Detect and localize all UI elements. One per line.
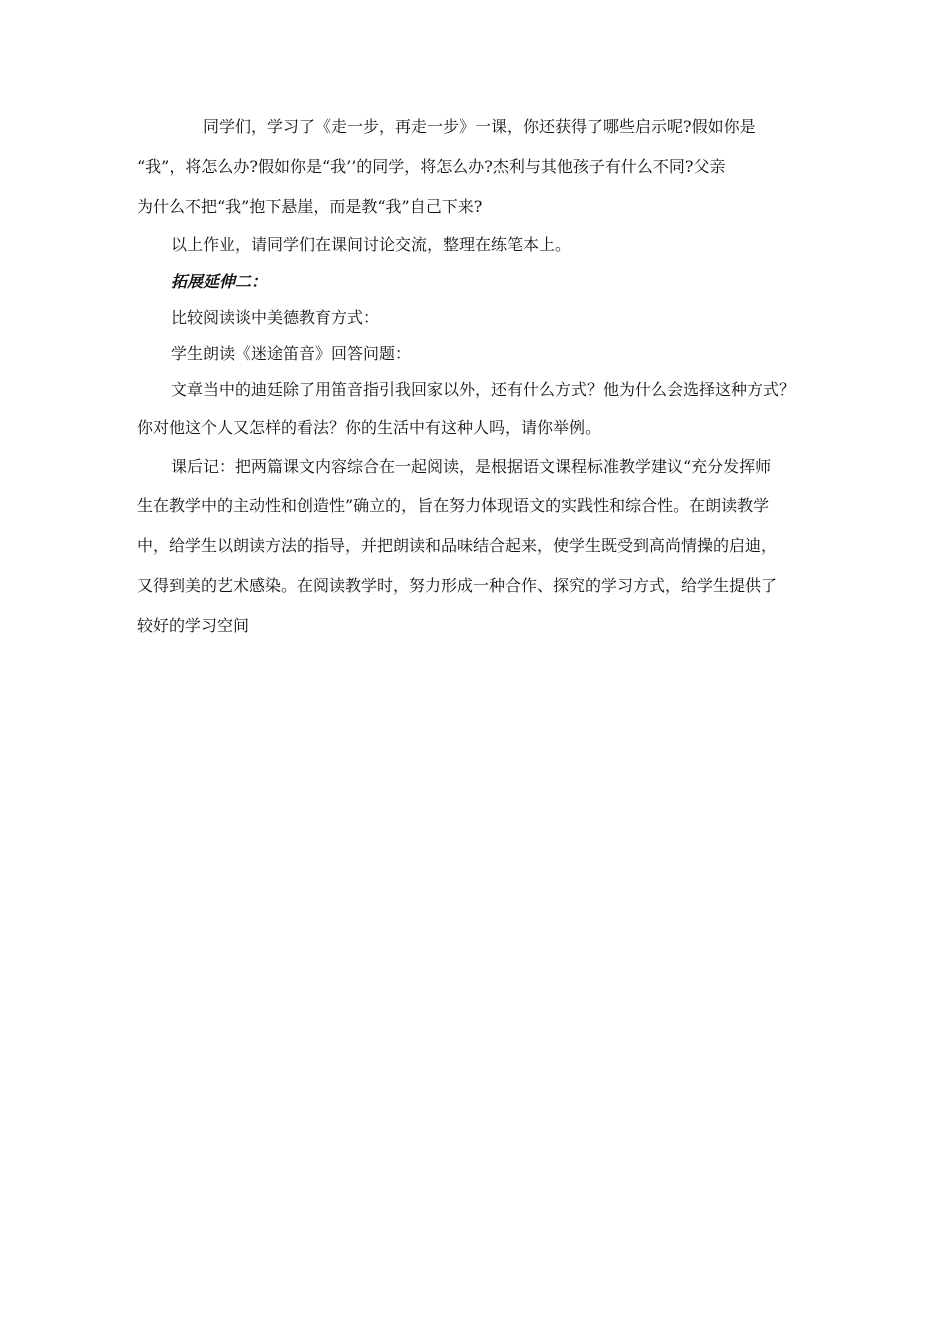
question-line-1: 文章当中的迪廷除了用笛音指引我回家以外，还有什么方式？他为什么会选择这种方式？ bbox=[171, 380, 796, 399]
assignment-note: 以上作业，请同学们在课间讨论交流，整理在练笔本上。 bbox=[171, 235, 572, 254]
paragraph-line-3: 为什么不把“我”抱下悬崖，而是教“我”自己下来? bbox=[137, 197, 483, 216]
paragraph-line-2: “我”，将怎么办?假如你是“我’’的同学，将怎么办?杰利与其他孩子有什么不同?父亲 bbox=[137, 157, 726, 176]
reflection-line-3: 中，给学生以朗读方法的指导，并把朗读和品味结合起来，使学生既受到高尚情操的启迪， bbox=[137, 536, 778, 555]
reflection-line-2: 生在教学中的主动性和创造性”确立的，旨在努力体现语文的实践性和综合性。在朗读教学 bbox=[137, 496, 770, 515]
paragraph-line-1: 同学们，学习了《走一步，再走一步》一课，你还获得了哪些启示呢?假如你是 bbox=[203, 117, 756, 136]
reading-task: 学生朗读《迷途笛音》回答问题： bbox=[171, 344, 412, 363]
reflection-line-5: 较好的学习空间 bbox=[137, 616, 250, 635]
section-heading: 拓展延伸二： bbox=[171, 272, 268, 291]
reflection-line-4: 又得到美的艺术感染。在阅读教学时，努力形成一种合作、探究的学习方式，给学生提供了 bbox=[137, 576, 778, 595]
reflection-line-1: 课后记：把两篇课文内容综合在一起阅读，是根据语文课程标准教学建议“充分发挥师 bbox=[171, 457, 772, 476]
question-line-2: 你对他这个人又怎样的看法？你的生活中有这种人吗，请你举例。 bbox=[137, 418, 602, 437]
comparison-prompt: 比较阅读谈中美德教育方式： bbox=[171, 308, 380, 327]
